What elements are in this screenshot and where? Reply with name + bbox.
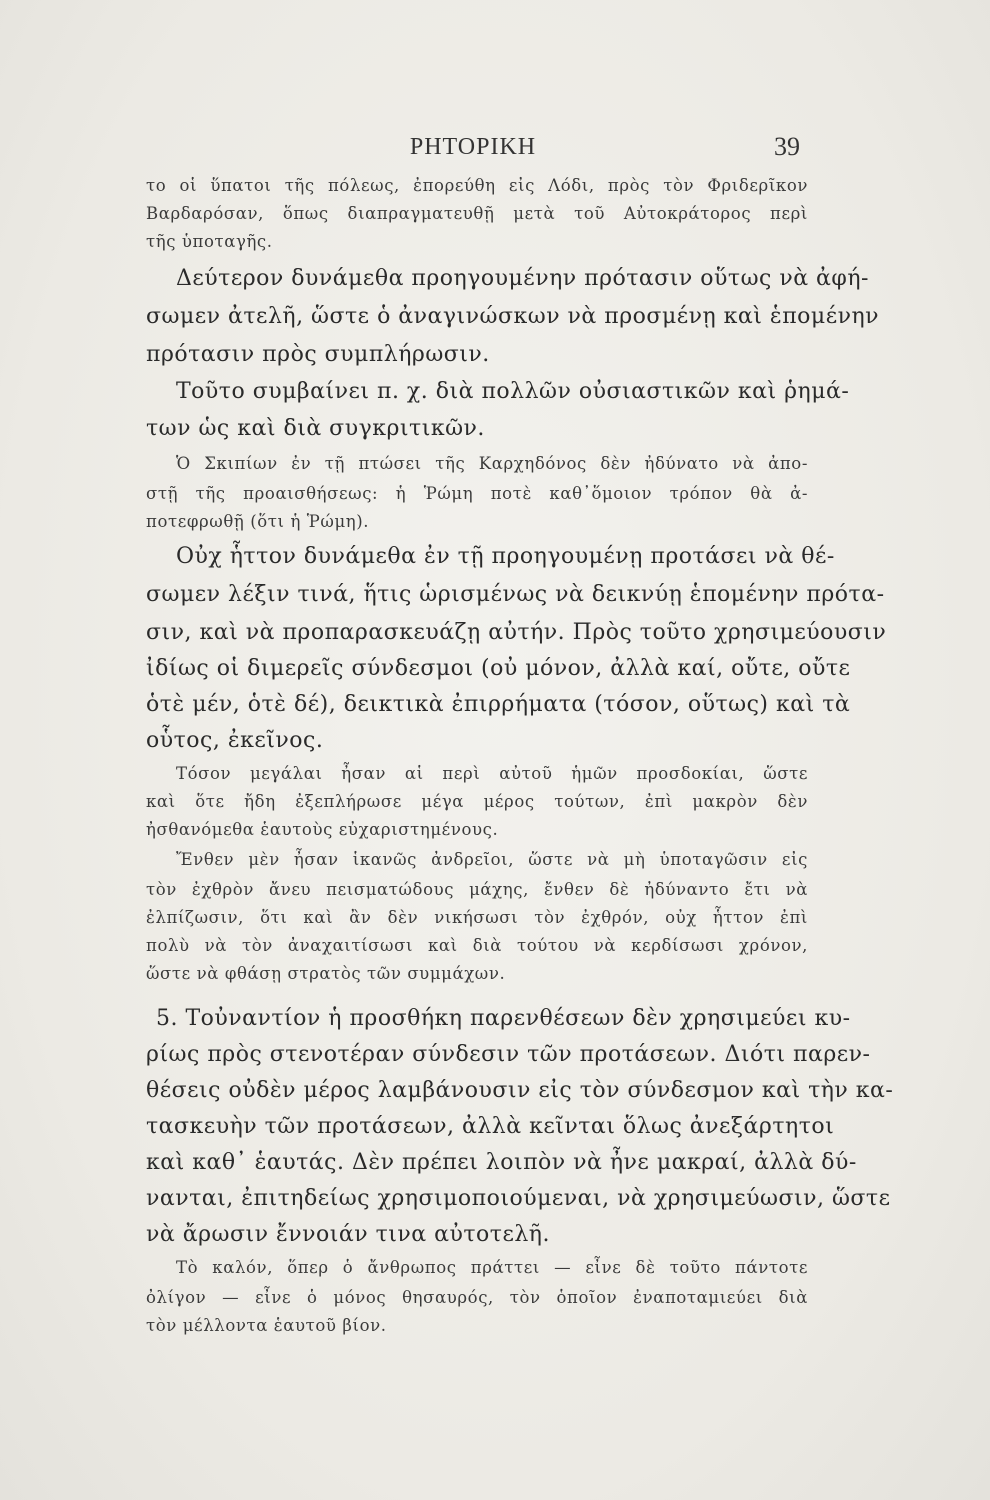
text-line: τῆς ὑποταγῆς. xyxy=(146,232,273,251)
text-line: καὶ ὅτε ἤδη ἐξεπλήρωσε μέγα μέρος τούτων, ἐπὶ μακρὸν δὲν xyxy=(146,792,808,811)
text-line: τασκευὴν τῶν προτάσεων, ἀλλὰ κεῖνται ὅλως ἀνεξάρτητοι xyxy=(146,1114,835,1139)
running-title: ΡΗΤΟΡΙΚΗ xyxy=(409,134,537,160)
text-line: Βαρδαρόσαν, ὅπως διαπραγματευθῇ μετὰ τοῦ Αὐτοκράτορος περὶ xyxy=(146,204,808,223)
page-number: 39 xyxy=(774,132,800,161)
text-line: τὸν μέλλοντα ἑαυτοῦ βίον. xyxy=(146,1316,387,1335)
text-line: ποτεφρωθῇ (ὅτι ἡ Ῥώμη). xyxy=(146,512,370,531)
text-line: νανται, ἐπιτηδείως χρησιμοποιούμεναι, νὰ χρησιμεύωσιν, ὥστε xyxy=(146,1186,891,1211)
text-line: θέσεις οὐδὲν μέρος λαμβάνουσιν εἰς τὸν σύνδεσμον καὶ τὴν κα- xyxy=(146,1078,894,1103)
text-line: στῇ τῆς προαισθήσεως: ἡ Ῥώμη ποτὲ καθ᾽ὅμοιον τρόπον θὰ ἀ- xyxy=(146,484,808,503)
text-line: των ὡς καὶ διὰ συγκριτικῶν. xyxy=(146,416,485,441)
text-line: Οὐχ ἧττον δυνάμεθα ἐν τῇ προηγουμένῃ προτάσει νὰ θέ- xyxy=(176,544,835,569)
text-line: σωμεν λέξιν τινά, ἥτις ὡρισμένως νὰ δεικνύῃ ἑπομένην πρότα- xyxy=(146,582,885,607)
text-line: σωμεν ἀτελῆ, ὥστε ὁ ἀναγινώσκων νὰ προσμένῃ καὶ ἑπομένην xyxy=(146,304,880,329)
text-line: νὰ ἄρωσιν ἔννοιάν τινα αὐτοτελῆ. xyxy=(146,1222,550,1247)
text-line: οὗτος, ἐκεῖνος. xyxy=(146,728,324,753)
text-line: τὸν ἐχθρὸν ἄνευ πεισματώδους μάχης, ἔνθεν δὲ ἠδύναντο ἔτι νὰ xyxy=(146,880,808,899)
text-line: ὀλίγον — εἶνε ὁ μόνος θησαυρός, τὸν ὁποῖον ἐναποταμιεύει διὰ xyxy=(146,1288,808,1307)
text-line: ρίως πρὸς στενοτέραν σύνδεσιν τῶν προτάσεων. Διότι παρεν- xyxy=(146,1042,871,1067)
text-line: 5. Τοὐναντίον ἡ προσθήκη παρενθέσεων δὲν χρησιμεύει κυ- xyxy=(156,1006,851,1031)
text-line: Τόσον μεγάλαι ἦσαν αἱ περὶ αὐτοῦ ἡμῶν προσδοκίαι, ὥστε xyxy=(176,764,808,783)
text-line: Ἔνθεν μὲν ἦσαν ἱκανῶς ἀνδρεῖοι, ὥστε νὰ μὴ ὑποταγῶσιν εἰς xyxy=(176,850,808,869)
text-line: ἰδίως οἱ διμερεῖς σύνδεσμοι (οὐ μόνον, ἀλλὰ καί, οὔτε, οὔτε xyxy=(146,656,851,681)
text-line: σιν, καὶ νὰ προπαρασκευάζῃ αὐτήν. Πρὸς τοῦτο χρησιμεύουσιν xyxy=(146,620,887,645)
text-line: Τὸ καλόν, ὅπερ ὁ ἄνθρωπος πράττει — εἶνε δὲ τοῦτο πάντοτε xyxy=(176,1258,808,1277)
text-line: ἠσθανόμεθα ἑαυτοὺς εὐχαριστημένους. xyxy=(146,820,499,839)
text-line: ἐλπίζωσιν, ὅτι καὶ ἂν δὲν νικήσωσι τὸν ἐχθρόν, οὐχ ἧττον ἐπὶ xyxy=(146,908,808,927)
page-header xyxy=(146,128,800,168)
text-line: ὥστε νὰ φθάσῃ στρατὸς τῶν συμμάχων. xyxy=(146,964,506,983)
text-line: Δεύτερον δυνάμεθα προηγουμένην πρότασιν οὕτως νὰ ἀφή- xyxy=(176,266,869,291)
text-line: το οἱ ὕπατοι τῆς πόλεως, ἐπορεύθη εἰς Λόδι, πρὸς τὸν Φριδερῖκον xyxy=(146,176,808,195)
text-line: ὁτὲ μέν, ὁτὲ δέ), δεικτικὰ ἐπιρρήματα (τόσον, οὕτως) καὶ τὰ xyxy=(146,692,851,717)
text-line: Τοῦτο συμβαίνει π. χ. διὰ πολλῶν οὐσιαστικῶν καὶ ῥημά- xyxy=(176,379,850,404)
text-line: Ὁ Σκιπίων ἐν τῇ πτώσει τῆς Καρχηδόνος δὲν ἠδύνατο νὰ ἀπο- xyxy=(176,454,808,473)
text-line: πρότασιν πρὸς συμπλήρωσιν. xyxy=(146,342,490,367)
text-line: καὶ καθ᾽ ἑαυτάς. Δὲν πρέπει λοιπὸν νὰ ἦνε μακραί, ἀλλὰ δύ- xyxy=(146,1150,857,1175)
text-line: πολὺ νὰ τὸν ἀναχαιτίσωσι καὶ διὰ τούτου νὰ κερδίσωσι χρόνον, xyxy=(146,936,808,955)
